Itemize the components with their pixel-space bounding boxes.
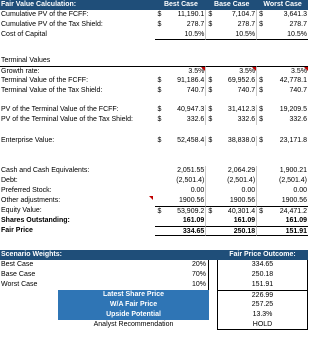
scenario-weight[interactable]: 20% bbox=[156, 260, 209, 270]
analyst-recommendation-label[interactable]: Analyst Recommendation bbox=[93, 321, 174, 328]
wa-fair-price-value[interactable]: 257.25 bbox=[217, 300, 308, 310]
row-label[interactable]: Preferred Stock: bbox=[1, 187, 52, 194]
row-label[interactable]: Shares Outstanding: bbox=[1, 217, 70, 224]
cell[interactable]: 3.5% bbox=[155, 66, 206, 76]
cell[interactable]: (2,501.4) bbox=[278, 177, 308, 184]
scenario-label[interactable]: Worst Case bbox=[1, 281, 38, 288]
table-row bbox=[0, 186, 308, 196]
cell[interactable]: 0.00 bbox=[293, 187, 308, 194]
table-row bbox=[0, 216, 308, 226]
fair-value-title[interactable]: Fair Value Calculation: bbox=[1, 1, 77, 8]
section-label[interactable]: Terminal Values bbox=[1, 57, 51, 64]
scenario-weights-title[interactable]: Scenario Weights: bbox=[1, 251, 62, 258]
table-row bbox=[0, 105, 308, 115]
cell[interactable]: $ 11,190.1 bbox=[157, 11, 205, 18]
spacer bbox=[0, 300, 58, 310]
cell[interactable]: 10.5% bbox=[155, 30, 206, 40]
cell[interactable]: $ 278.7 bbox=[208, 21, 256, 28]
spacer bbox=[209, 310, 217, 320]
cell[interactable]: 1,900.21 bbox=[279, 167, 308, 174]
scenario-outcome[interactable]: 250.18 bbox=[217, 270, 308, 280]
cell[interactable]: $ 332.6 bbox=[208, 116, 256, 123]
spacer bbox=[209, 320, 217, 330]
row-label[interactable]: PV of the Terminal Value of the Tax Shield: bbox=[1, 116, 133, 123]
fair-value-header-row bbox=[0, 0, 308, 10]
row-label[interactable]: Cumulative PV of the Tax Shield: bbox=[1, 21, 103, 28]
cell[interactable]: (2,501.4) bbox=[155, 176, 206, 186]
cell[interactable]: 2,064.29 bbox=[206, 166, 257, 176]
spacer bbox=[209, 280, 217, 290]
cell[interactable]: $ 19,209.5 bbox=[259, 106, 308, 113]
base-case-header[interactable]: Base Case bbox=[214, 1, 250, 8]
table-row bbox=[0, 226, 308, 236]
latest-share-price-value[interactable]: 226.99 bbox=[217, 290, 308, 300]
table-row bbox=[0, 56, 308, 66]
cell[interactable]: $ 278.7 bbox=[157, 21, 205, 28]
analyst-recommendation-value[interactable]: HOLD bbox=[217, 320, 308, 330]
table-row bbox=[0, 176, 308, 186]
table-row bbox=[0, 10, 308, 20]
summary-row bbox=[0, 290, 308, 300]
wa-fair-price-label[interactable]: W/A Fair Price bbox=[58, 300, 209, 310]
cell[interactable]: $ 38,838.0 bbox=[208, 137, 256, 144]
spacer bbox=[209, 260, 217, 270]
row-label[interactable]: Debt: bbox=[1, 177, 18, 184]
cell[interactable]: $ 3,641.3 bbox=[259, 11, 308, 18]
cell[interactable]: 151.91 bbox=[257, 226, 308, 236]
row-label[interactable]: Cost of Capital bbox=[1, 31, 47, 38]
cell[interactable]: 10.5% bbox=[206, 30, 257, 40]
table-row bbox=[0, 136, 308, 146]
cell[interactable]: $ 52,458.4 bbox=[157, 137, 205, 144]
spacer bbox=[0, 310, 58, 320]
cell[interactable]: 161.09 bbox=[285, 217, 308, 224]
scenario-row bbox=[0, 270, 308, 280]
comment-marker-icon[interactable] bbox=[149, 196, 153, 200]
comment-marker-icon[interactable] bbox=[252, 67, 256, 71]
cell[interactable]: $ 40,947.3 bbox=[157, 106, 205, 113]
row-label[interactable]: Terminal Value of the FCFF: bbox=[1, 77, 89, 84]
cell[interactable]: $ 278.7 bbox=[259, 21, 308, 28]
cell[interactable]: $ 40,301.4 bbox=[208, 208, 256, 215]
cell[interactable]: 1900.56 bbox=[155, 196, 206, 206]
row-label[interactable]: Growth rate: bbox=[0, 66, 155, 76]
cell[interactable]: $ 740.7 bbox=[208, 87, 256, 94]
row-label[interactable]: Terminal Value of the Tax Shield: bbox=[1, 87, 103, 94]
comment-marker-icon[interactable] bbox=[304, 67, 308, 71]
summary-row bbox=[0, 320, 308, 330]
cell[interactable]: 334.65 bbox=[155, 226, 206, 236]
latest-share-price-label[interactable]: Latest Share Price bbox=[58, 290, 209, 300]
cell[interactable]: $ 7,104.7 bbox=[208, 11, 256, 18]
scenario-label[interactable]: Best Case bbox=[1, 261, 34, 268]
cell[interactable]: $ 42,778.1 bbox=[259, 77, 308, 84]
cell[interactable]: 1900.56 bbox=[281, 197, 308, 204]
table-row bbox=[0, 20, 308, 30]
row-label[interactable]: Equity Value: bbox=[1, 207, 42, 214]
table-row bbox=[0, 76, 308, 86]
summary-row bbox=[0, 310, 308, 320]
spacer bbox=[209, 250, 217, 260]
cell[interactable]: 1900.56 bbox=[206, 196, 257, 206]
cell[interactable]: 3.5% bbox=[257, 66, 308, 76]
summary-row bbox=[0, 300, 308, 310]
cell[interactable]: 161.09 bbox=[206, 216, 257, 226]
fair-price-outcome-title[interactable]: Fair Price Outcome: bbox=[229, 251, 296, 258]
cell[interactable]: 10.5% bbox=[257, 30, 308, 40]
cell[interactable]: 0.00 bbox=[155, 186, 206, 196]
cell[interactable]: $ 69,952.6 bbox=[208, 77, 256, 84]
row-label[interactable]: Enterprise Value: bbox=[1, 137, 55, 144]
cell[interactable]: (2,501.4) bbox=[206, 176, 257, 186]
cell[interactable]: $ 740.7 bbox=[157, 87, 205, 94]
spacer bbox=[209, 270, 217, 280]
upside-potential-value[interactable]: 13.3% bbox=[217, 310, 308, 320]
upside-potential-label[interactable]: Upside Potential bbox=[58, 310, 209, 320]
cell[interactable]: $ 740.7 bbox=[259, 87, 308, 94]
cell[interactable]: 161.09 bbox=[155, 216, 206, 226]
scenario-outcome[interactable]: 334.65 bbox=[217, 260, 308, 270]
cell[interactable]: 250.18 bbox=[206, 226, 257, 236]
cell[interactable]: 0.00 bbox=[206, 186, 257, 196]
row-label[interactable]: PV of the Terminal Value of the FCFF: bbox=[1, 106, 119, 113]
cell[interactable]: $ 332.6 bbox=[157, 116, 205, 123]
table-row bbox=[0, 166, 308, 176]
cell[interactable]: $ 91,186.4 bbox=[157, 77, 205, 84]
scenario-outcome[interactable]: 151.91 bbox=[217, 280, 308, 290]
row-label[interactable]: Fair Price bbox=[1, 227, 33, 234]
cell[interactable]: $ 332.6 bbox=[259, 116, 308, 123]
spacer bbox=[209, 300, 217, 310]
comment-marker-icon[interactable] bbox=[201, 67, 205, 71]
worst-case-header[interactable]: Worst Case bbox=[263, 1, 302, 8]
scenario-row bbox=[0, 260, 308, 270]
cell[interactable]: 2,051.55 bbox=[155, 166, 206, 176]
table-row bbox=[0, 30, 308, 40]
cell[interactable]: $ 23,171.8 bbox=[259, 137, 308, 144]
cell[interactable]: $ 53,909.2 bbox=[157, 208, 205, 215]
scenario-label[interactable]: Base Case bbox=[1, 271, 36, 278]
cell[interactable]: $ 31,412.3 bbox=[208, 106, 256, 113]
table-row bbox=[0, 86, 308, 96]
scenario-header-row bbox=[0, 250, 308, 260]
row-label[interactable]: Other adjustments: bbox=[1, 197, 61, 204]
scenario-weight[interactable]: 70% bbox=[156, 270, 209, 280]
row-label[interactable]: Cash and Cash Equivalents: bbox=[1, 167, 90, 174]
cell[interactable]: 3.5% bbox=[206, 66, 257, 76]
cell[interactable]: $ 24,471.2 bbox=[259, 208, 308, 215]
row-label[interactable]: Cumulative PV of the FCFF: bbox=[1, 11, 89, 18]
table-row bbox=[0, 206, 308, 216]
spacer bbox=[209, 290, 217, 300]
scenario-weight[interactable]: 10% bbox=[156, 280, 209, 290]
table-row bbox=[0, 115, 308, 125]
spacer bbox=[0, 320, 58, 330]
table-row bbox=[0, 196, 308, 206]
table-row bbox=[0, 66, 308, 76]
scenario-row bbox=[0, 280, 308, 290]
spacer bbox=[0, 290, 58, 300]
best-case-header[interactable]: Best Case bbox=[163, 1, 198, 8]
